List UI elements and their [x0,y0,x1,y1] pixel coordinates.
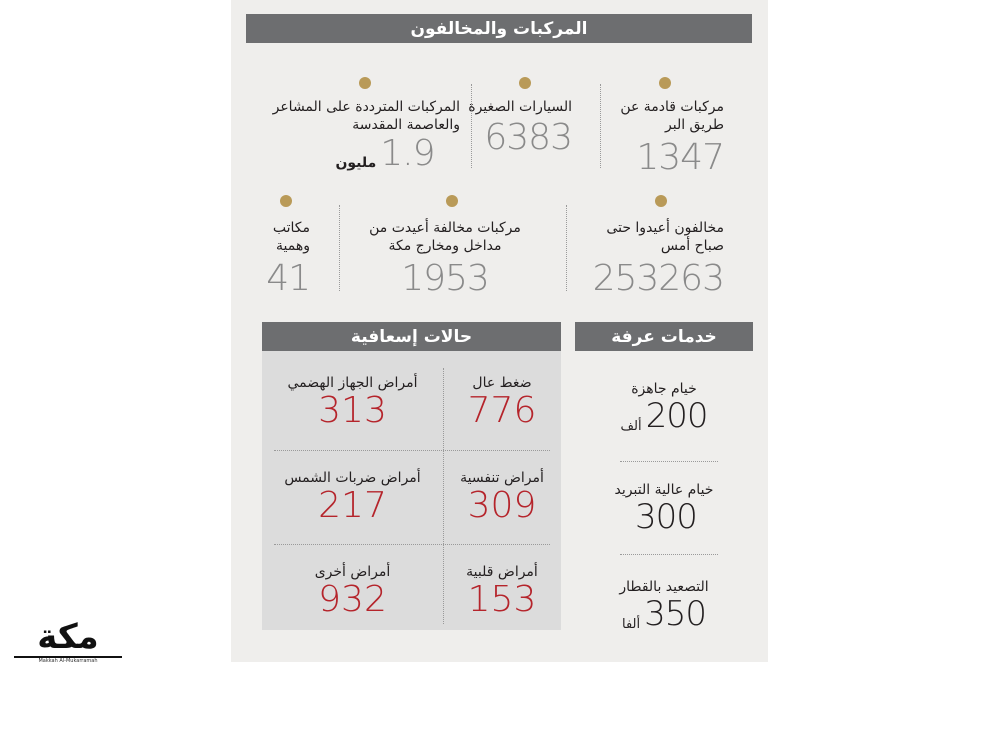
case-label: أمراض تنفسية [460,470,544,486]
case-value: 932 [318,579,387,620]
bullet-icon [280,195,292,207]
case-value: 309 [467,485,537,526]
logo-subtext: Makkah Al-Mukarramah [14,656,122,664]
divider [471,84,472,168]
divider [339,205,340,291]
case-value: 217 [318,485,387,526]
service-unit: ألفا [621,617,641,632]
service-ready-tents [575,380,753,434]
service-train-transport [575,578,753,632]
case-digestive [262,374,443,430]
stat-label: مركبات مخالفة أعيدت من مداخل ومخارج مكة [369,220,521,254]
case-value: 313 [318,390,387,431]
divider [566,205,567,291]
divider [600,84,601,168]
case-other [262,563,443,619]
bullet-icon [659,77,671,89]
case-label: أمراض الجهاز الهضمي [287,375,418,391]
stat-land-vehicles [584,98,724,176]
stat-value: 41 [266,258,310,299]
service-label: التصعيد بالقطار [619,579,709,595]
case-label: أمراض أخرى [314,564,391,580]
stat-value: 1347 [636,137,724,178]
stat-label: مكاتب وهمية [272,220,310,254]
service-unit: ألف [620,419,642,434]
case-label: ضغط عال [472,375,532,391]
divider [274,450,550,451]
service-value: 200 [645,396,708,436]
case-label: أمراض قلبية [466,564,538,580]
stat-unit: مليون [335,155,377,171]
bullet-icon [359,77,371,89]
stat-violators-returned [594,219,724,297]
stat-value: 6383 [484,117,572,158]
divider [620,554,718,555]
section-header-arafat-services [575,322,753,351]
case-value: 776 [467,390,537,431]
section-title: خدمات عرفة [611,326,717,347]
stat-small-cars [462,98,572,156]
case-respiratory [443,469,561,525]
case-value: 153 [467,579,537,620]
service-label: خيام جاهزة [631,381,697,397]
service-value: 300 [635,497,697,537]
service-cooled-tents [575,481,753,535]
bullet-icon [655,195,667,207]
stat-label: مخالفون أعيدوا حتى صباح أمس [606,220,724,254]
stat-fake-offices [260,219,310,297]
bullet-icon [519,77,531,89]
service-label: خيام عالية التبريد [614,482,714,498]
service-value: 350 [644,594,707,634]
stat-label: المركبات المترددة على المشاعر والعاصمة المقدسة [272,99,460,133]
section-header-vehicles [246,14,752,43]
stat-label: مركبات قادمة عن طريق البر [620,99,724,133]
makkah-logo [14,617,122,664]
stat-value: 1.9 [380,133,435,174]
case-cardiac [443,563,561,619]
divider [274,544,550,545]
divider [620,461,718,462]
case-sunstroke [262,469,443,525]
stat-vehicles-holy-sites [260,98,460,172]
section-title: المركبات والمخالفون [410,18,588,39]
section-header-emergency-cases [262,322,561,351]
logo-text: مكة [37,617,99,657]
case-high-blood-pressure [443,374,561,430]
stat-label: السيارات الصغيرة [468,99,572,115]
stat-value: 1953 [401,258,489,299]
section-title: حالات إسعافية [350,326,473,347]
bullet-icon [446,195,458,207]
stat-violating-vehicles [360,219,530,297]
case-label: أمراض ضربات الشمس [284,470,421,486]
stat-value: 253263 [592,258,724,299]
